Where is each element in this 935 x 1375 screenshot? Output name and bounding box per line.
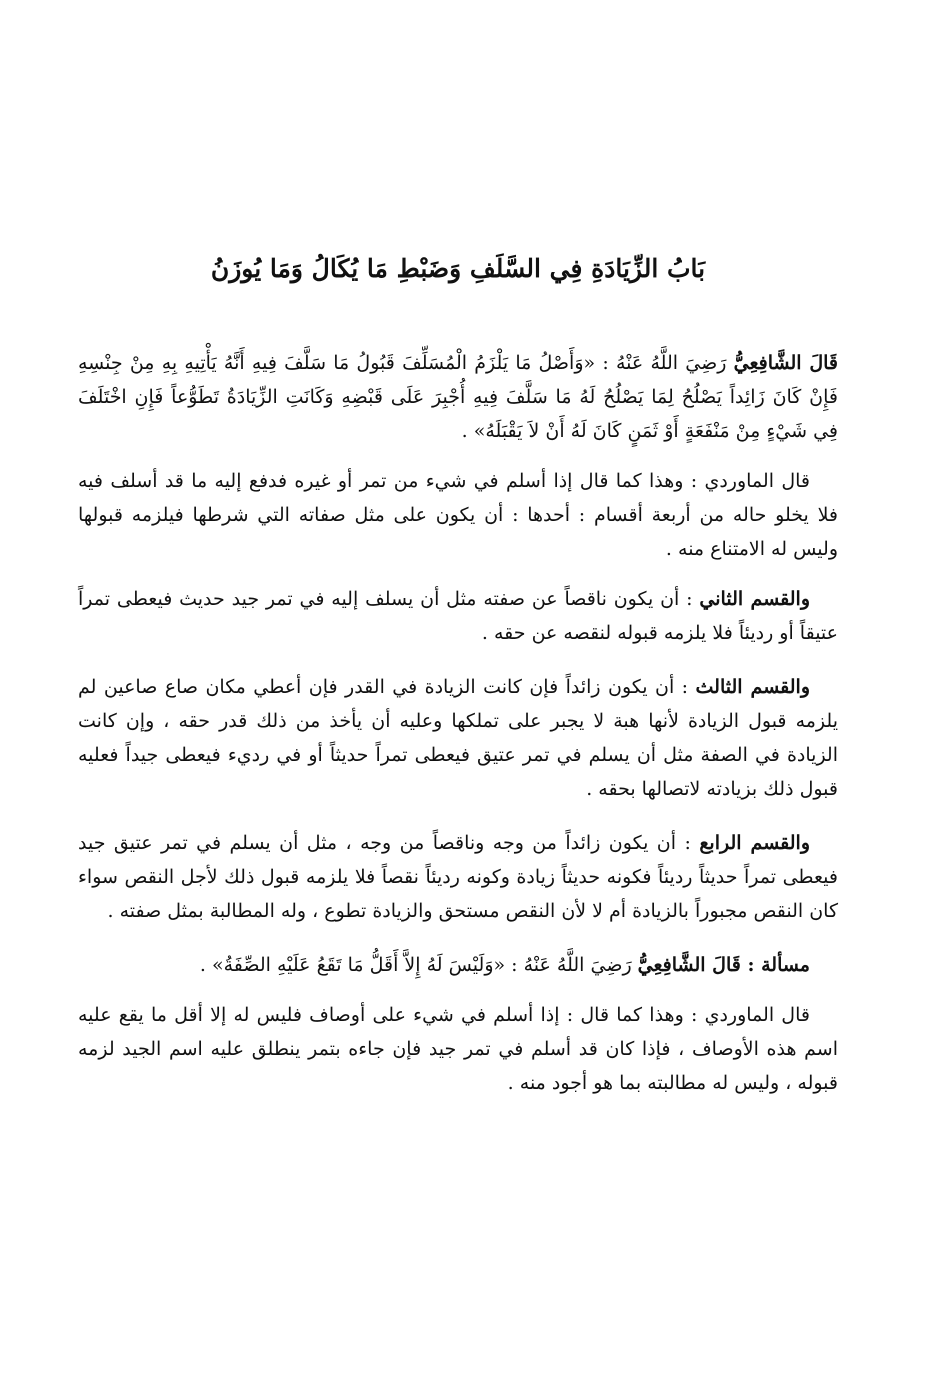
paragraph-lead: قَالَ الشَّافِعِيُّ — [733, 352, 838, 374]
paragraph-text: : أن يكون ناقصاً عن صفته مثل أن يسلف إليه في تمر جيد حديث فيعطى تمراً عتيقاً أو رديئاً فلا يلزمه قبوله لنقصه عن حقه . — [78, 588, 838, 644]
paragraph-fourth-category — [78, 826, 838, 928]
paragraph-text: : أن يكون زائداً فإن كانت الزيادة في القدر فإن أعطي مكان صاع صاعين لم يلزمه قبول الزيادة لأنها هبة لا يجبر على تملكها وعليه أن يأخذ من ذلك قدر حقه ، وإن كانت الزيادة في الصفة مثل أن يسلم في تمر عتيق فيعطى تمراً حديثاً أو في رديء فيعطى جيداً فعليه قبول ذلك بزيادته لاتصالها بحقه . — [78, 676, 838, 800]
paragraph-mawardi-commentary — [78, 464, 838, 566]
paragraph-mawardi-final — [78, 998, 838, 1100]
paragraph-lead: والقسم الثاني — [699, 588, 810, 610]
paragraph-text: رَضِيَ اللَّهُ عَنْهُ : «وَلَيْسَ لَهُ إِلاَّ أَقَلُّ مَا تَقَعُ عَلَيْهِ الصِّفَةُ» . — [199, 954, 638, 976]
paragraph-second-category — [78, 582, 838, 650]
paragraph-third-category — [78, 670, 838, 806]
paragraph-shafii-statement — [78, 346, 838, 448]
paragraph-lead: والقسم الرابع — [699, 832, 811, 854]
paragraph-text: قال الماوردي : وهذا كما قال : إذا أسلم في شيء على أوصاف فليس له إلا أقل ما يقع عليه اسم هذه الأوصاف ، فإذا كان قد أسلم في تمر جيد فإن جاءه بتمر ينطلق عليه اسم الجيد لزمه قبوله ، وليس له مطالبته بما هو أجود منه . — [78, 1004, 838, 1094]
paragraph-text: قال الماوردي : وهذا كما قال إذا أسلم في شيء من تمر أو غيره فدفع إليه ما قد أسلف فيه فلا يخلو حاله من أربعة أقسام : أحدها : أن يكون على مثل صفاته التي شرطها فيلزمه قبولها وليس له الامتناع منه . — [78, 470, 838, 560]
paragraph-text: رَضِيَ اللَّهُ عَنْهُ : «وَأَصْلُ مَا يَلْزَمُ الْمُسَلِّفَ قَبُولُ مَا سَلَّفَ فِيهِ أَنَّهُ يَأْتِيهِ بِهِ مِنْ جِنْسِهِ فَإِنْ كَانَ زَائِداً يَصْلُحُ لِمَا يَصْلُحُ لَهُ مَا سَلَّفَ فِيهِ أُجْبِرَ عَلَى قَبْضِهِ وَكَانَتِ الزِّيَادَةُ تَطَوُّعاً فَإِنِ اخْتَلَفَ فِي شَيْءٍ مِنْ مَنْفَعَةٍ أَوْ ثَمَنٍ كَانَ لَهُ أَنْ لاَ يَقْبَلَهُ» . — [78, 352, 838, 442]
paragraph-text: : أن يكون زائداً من وجه وناقصاً من وجه ، مثل أن يسلم في تمر عتيق جيد فيعطى تمراً حديثاً رديئاً فكونه حديثاً زيادة وكونه رديئاً نقصاً فلا يلزمه قبول ذلك لأجل النقص سواء كان النقص مجبوراً بالزيادة أم لا لأن النقص مستحق والزيادة تطوع ، وله المطالبة بمثل صفته . — [78, 832, 838, 922]
paragraph-lead: والقسم الثالث — [695, 676, 810, 698]
chapter-title: بَابُ الزِّيَادَةِ فِي السَّلَفِ وَضَبْطِ مَا يُكَالُ وَمَا يُوزَنُ — [210, 254, 706, 283]
paragraph-masala — [78, 948, 838, 982]
page-body — [78, 246, 838, 1100]
paragraph-lead: مسألة : قَالَ الشَّافِعِيُّ — [637, 954, 810, 976]
